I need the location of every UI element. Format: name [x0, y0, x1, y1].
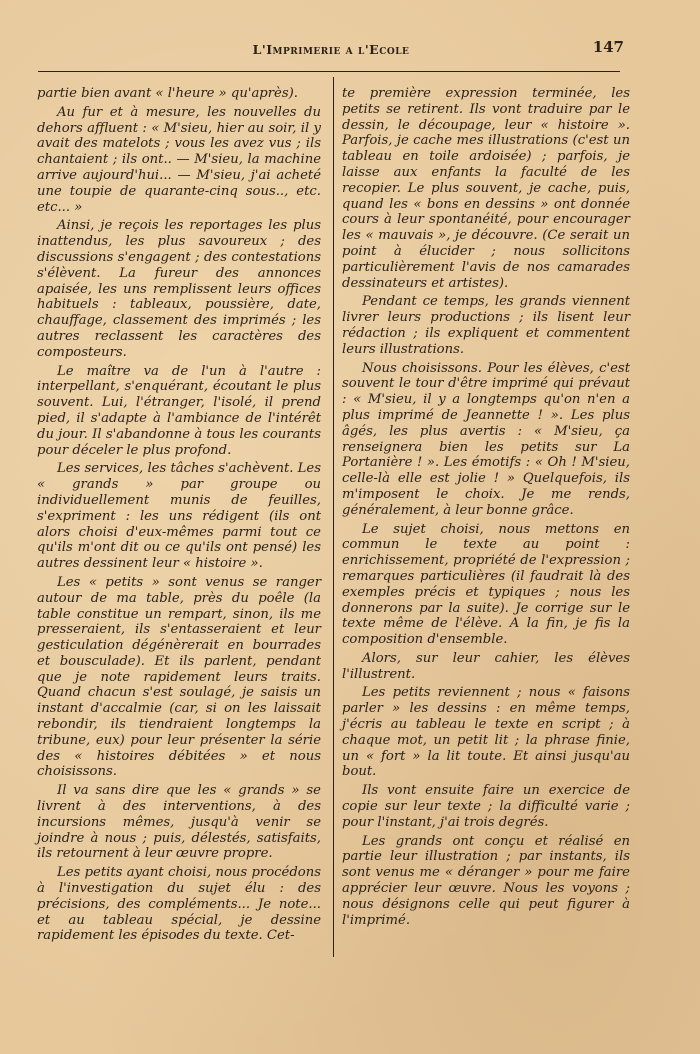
paragraph: Les grands ont conçu et réalisé en partie leur illustration ; par instants, ils sont venus me « déranger » pour me faire apprécier leur œuvre. Nous les voyons ; nous désignons celle qui peut figurer à l'imprimé.: [342, 833, 630, 928]
paragraph: Les services, les tâches s'achèvent. Les « grands » par groupe ou individuellement munis de feuilles, s'expriment : les uns rédigent (ils ont alors choisi d'eux-mêmes parmi tout ce qu'ils m'ont dit ou ce qu'ils ont pensé) les autres dessinent leur « histoire ».: [37, 461, 321, 572]
paragraph: Au fur et à mesure, les nouvelles du dehors affluent : « M'sieu, hier au soir, il y avait des matelots ; vous les avez vus ; ils chantaient ; ils ont.. — M'sieu, la machine arrive aujourd'hui... — M'sieu, j'ai acheté une toupie de quarante-cinq sous.., etc. etc... »: [37, 104, 321, 215]
paragraph: Ils vont ensuite faire un exercice de copie sur leur texte ; la difficulté varie ; pour l'instant, j'ai trois degrés.: [342, 783, 630, 830]
paragraph: Alors, sur leur cahier, les élèves l'illustrent.: [342, 650, 630, 682]
left-column: [37, 86, 321, 947]
running-head: L'Imprimerie a l'Ecole: [252, 42, 410, 57]
page-header: [38, 38, 624, 64]
header-rule: [38, 71, 620, 72]
column-divider: [333, 77, 334, 957]
paragraph: partie bien avant « l'heure » qu'après).: [37, 86, 298, 101]
paragraph: Le maître va de l'un à l'autre : interpellant, s'enquérant, écoutant le plus souvent. Lui, l'étranger, l'isolé, il prend pied, il s'adapte à l'ambiance de l'intérêt du jour. Il s'abandonne à tous les courants pour déceler le plus profond.: [37, 363, 321, 458]
paragraph: Nous choisissons. Pour les élèves, c'est souvent le tour d'être imprimé qui prévaut : « M'sieu, il y a longtemps qu'on n'en a plus imprimé de Jeannette ! ». Les plus âgés, les plus avertis : « M'sieu, ça renseignera bien les petits sur La Portanière ! ». Les émotifs : « Oh ! M'sieu, celle-là elle est jolie ! » Quelquefois, ils m'imposent le choix. Je me rends, généralement, à leur bonne grâce.: [342, 360, 630, 518]
paragraph: Pendant ce temps, les grands viennent livrer leurs productions ; ils lisent leur rédaction ; ils expliquent et commentent leurs illustrations.: [342, 294, 630, 357]
paragraph: Les « petits » sont venus se ranger autour de ma table, près du poêle (la table constitue un rempart, sinon, ils me presseraient, ils s'entasseraient et leur gesticulation dégénèrerait en bourrades et bousculade). Et ils parlent, pendant que je note rapidement leurs traits. Quand chacun s'est soulagé, je saisis un instant d'accalmie (car, si on les laissait rebondir, ils tiendraient longtemps la tribune, eux) pour leur présenter la série des « histoires débitées » et nous choisissons.: [37, 574, 321, 780]
paragraph: Il va sans dire que les « grands » se livrent à des interventions, à des incursions mêmes, jusqu'à venir se joindre à nous ; puis, délestés, satisfaits, ils retournent à leur œuvre propre.: [37, 783, 321, 862]
paragraph: Ainsi, je reçois les reportages les plus inattendus, les plus savoureux ; des discussions s'engagent ; des contestations s'élèvent. La fureur des annonces apaisée, les uns remplissent leurs offices habituels : tableaux, poussière, date, chauffage, classement des imprimés ; les autres reclassent les caractères des composteurs.: [37, 218, 321, 360]
paragraph: Les petits reviennent ; nous « faisons parler » les dessins : en même temps, j'écris au tableau le texte en script ; à chaque mot, un petit lit ; la phrase finie, un « fort » la lit toute. Et ainsi jusqu'au bout.: [342, 685, 630, 780]
paragraph: Le sujet choisi, nous mettons en commun le texte au point : enrichissement, propriété de l'expression ; remarques particulières (il faudrait là des exemples précis et typiques ; nous les donnerons par la suite). Je corrige sur le texte même de l'élève. A la fin, je fis la composition d'ensemble.: [342, 521, 630, 648]
paragraph: Les petits ayant choisi, nous procédons à l'investigation du sujet élu : des précisions, des compléments... Je note... et au tableau spécial, je dessine rapidement les épisodes du texte. Cet-: [37, 865, 321, 944]
right-column: [342, 86, 630, 931]
page-number: 147: [592, 38, 624, 56]
paragraph: te première expression terminée, les petits se retirent. Ils vont traduire par le dessin, le découpage, leur « histoire ». Parfois, je cache mes illustrations (c'est un tableau en toile ardoisée) ; parfois, je laisse aux enfants la faculté de les recopier. Le plus souvent, je cache, puis, quand les « bons en dessins » ont donnée cours à leur spontanéité, pour encourager les « mauvais », je découvre. (Ce serait un point à élucider ; nous sollicitons particulièrement l'avis de nos camarades dessinateurs et artistes).: [342, 86, 630, 291]
